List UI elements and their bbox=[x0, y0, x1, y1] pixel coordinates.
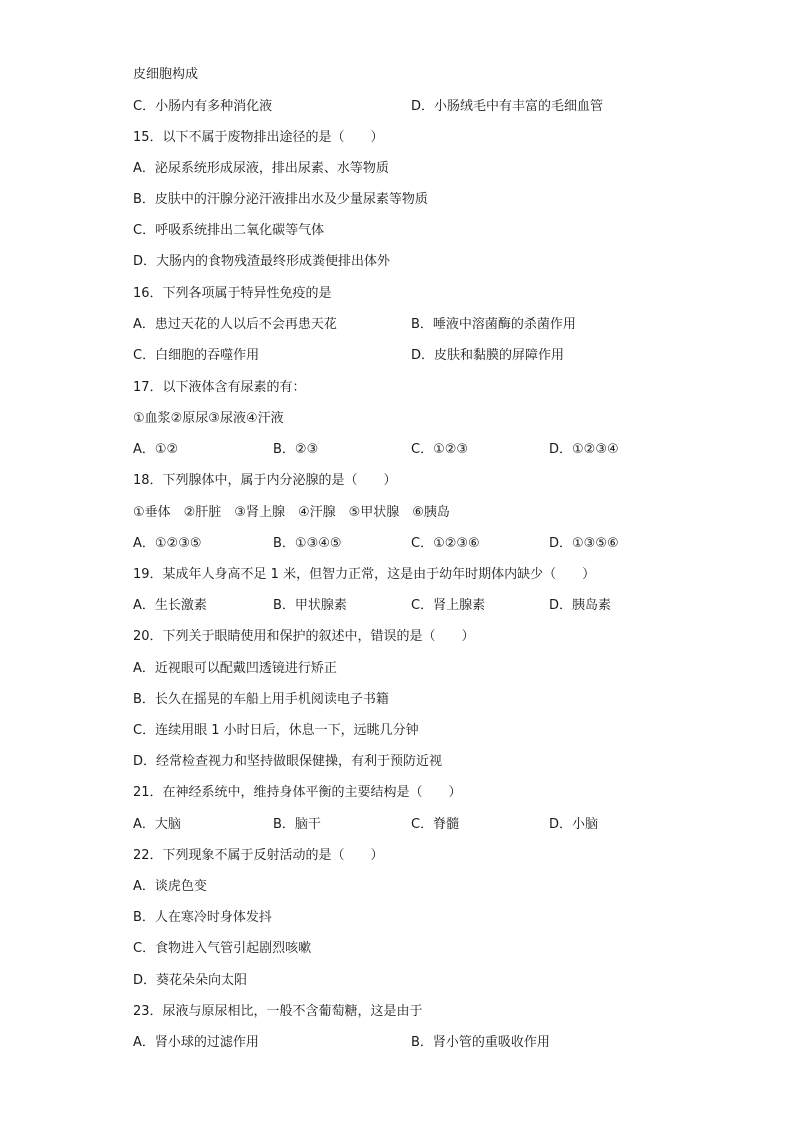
q23-option-a: A．肾小球的过滤作用 bbox=[133, 1035, 259, 1050]
q18-option-a: A．①②③⑤ bbox=[133, 536, 202, 551]
q15-option-d: D．大肠内的食物残渣最终形成粪便排出体外 bbox=[133, 254, 391, 269]
q17-option-d: D．①②③④ bbox=[549, 442, 619, 457]
q14-option-c: C．小肠内有多种消化液 bbox=[133, 99, 273, 114]
q17-option-c: C．①②③ bbox=[411, 442, 469, 457]
q20-option-b: B．长久在摇晃的车船上用手机阅读电子书籍 bbox=[133, 692, 389, 707]
q23-stem: 23．尿液与原尿相比，一般不含葡萄糖，这是由于 bbox=[133, 1004, 423, 1019]
q19-option-c: C．肾上腺素 bbox=[411, 598, 486, 613]
q22-option-c: C．食物进入气管引起剧烈咳嗽 bbox=[133, 941, 312, 956]
q16-option-c: C．白细胞的吞噬作用 bbox=[133, 348, 260, 363]
q22-option-b: B．人在寒冷时身体发抖 bbox=[133, 910, 272, 925]
q19-option-b: B．甲状腺素 bbox=[273, 598, 347, 613]
q17-stem: 17．以下液体含有尿素的有： bbox=[133, 380, 306, 395]
q15-stem: 15．以下不属于废物排出途径的是（ ） bbox=[133, 130, 384, 145]
q15-option-a: A．泌尿系统形成尿液，排出尿素、水等物质 bbox=[133, 161, 389, 176]
q21-option-b: B．脑干 bbox=[273, 817, 321, 832]
q19-stem: 19．某成年人身高不足 1 米，但智力正常，这是由于幼年时期体内缺少（ ） bbox=[133, 567, 596, 582]
q21-option-a: A．大脑 bbox=[133, 817, 181, 832]
q18-option-b: B．①③④⑤ bbox=[273, 536, 342, 551]
q20-option-a: A．近视眼可以配戴凹透镜进行矫正 bbox=[133, 661, 337, 676]
q14-option-d: D．小肠绒毛中有丰富的毛细血管 bbox=[411, 99, 604, 114]
q22-option-d: D．葵花朵朵向太阳 bbox=[133, 973, 248, 988]
q18-items: ①垂体 ②肝脏 ③肾上腺 ④汗腺 ⑤甲状腺 ⑥胰岛 bbox=[133, 505, 450, 520]
q18-option-c: C．①②③⑥ bbox=[411, 536, 480, 551]
q20-option-c: C．连续用眼 1 小时日后，休息一下，远眺几分钟 bbox=[133, 723, 419, 738]
q18-option-d: D．①③⑤⑥ bbox=[549, 536, 619, 551]
q15-option-c: C．呼吸系统排出二氧化碳等气体 bbox=[133, 223, 325, 238]
q19-option-a: A．生长激素 bbox=[133, 598, 207, 613]
q20-option-d: D．经常检查视力和坚持做眼保健操，有利于预防近视 bbox=[133, 754, 443, 769]
q22-stem: 22．下列现象不属于反射活动的是（ ） bbox=[133, 848, 384, 863]
q16-option-d: D．皮肤和黏膜的屏障作用 bbox=[411, 348, 565, 363]
q16-option-a: A．患过天花的人以后不会再患天花 bbox=[133, 317, 337, 332]
q21-option-d: D．小脑 bbox=[549, 817, 599, 832]
q17-option-b: B．②③ bbox=[273, 442, 319, 457]
q16-stem: 16．下列各项属于特异性免疫的是 bbox=[133, 286, 332, 301]
q21-stem: 21．在神经系统中，维持身体平衡的主要结构是（ ） bbox=[133, 785, 462, 800]
text-line: 皮细胞构成 bbox=[133, 67, 199, 82]
q18-stem: 18．下列腺体中，属于内分泌腺的是（ ） bbox=[133, 473, 397, 488]
q15-option-b: B．皮肤中的汗腺分泌汗液排出水及少量尿素等物质 bbox=[133, 192, 428, 207]
q17-option-a: A．①② bbox=[133, 442, 179, 457]
q22-option-a: A．谈虎色变 bbox=[133, 879, 207, 894]
q19-option-d: D．胰岛素 bbox=[549, 598, 612, 613]
q20-stem: 20．下列关于眼睛使用和保护的叙述中，错误的是（ ） bbox=[133, 629, 475, 644]
q16-option-b: B．唾液中溶菌酶的杀菌作用 bbox=[411, 317, 576, 332]
q17-items: ①血浆②原尿③尿液④汗液 bbox=[133, 411, 284, 426]
q23-option-b: B．肾小管的重吸收作用 bbox=[411, 1035, 550, 1050]
q21-option-c: C．脊髓 bbox=[411, 817, 460, 832]
